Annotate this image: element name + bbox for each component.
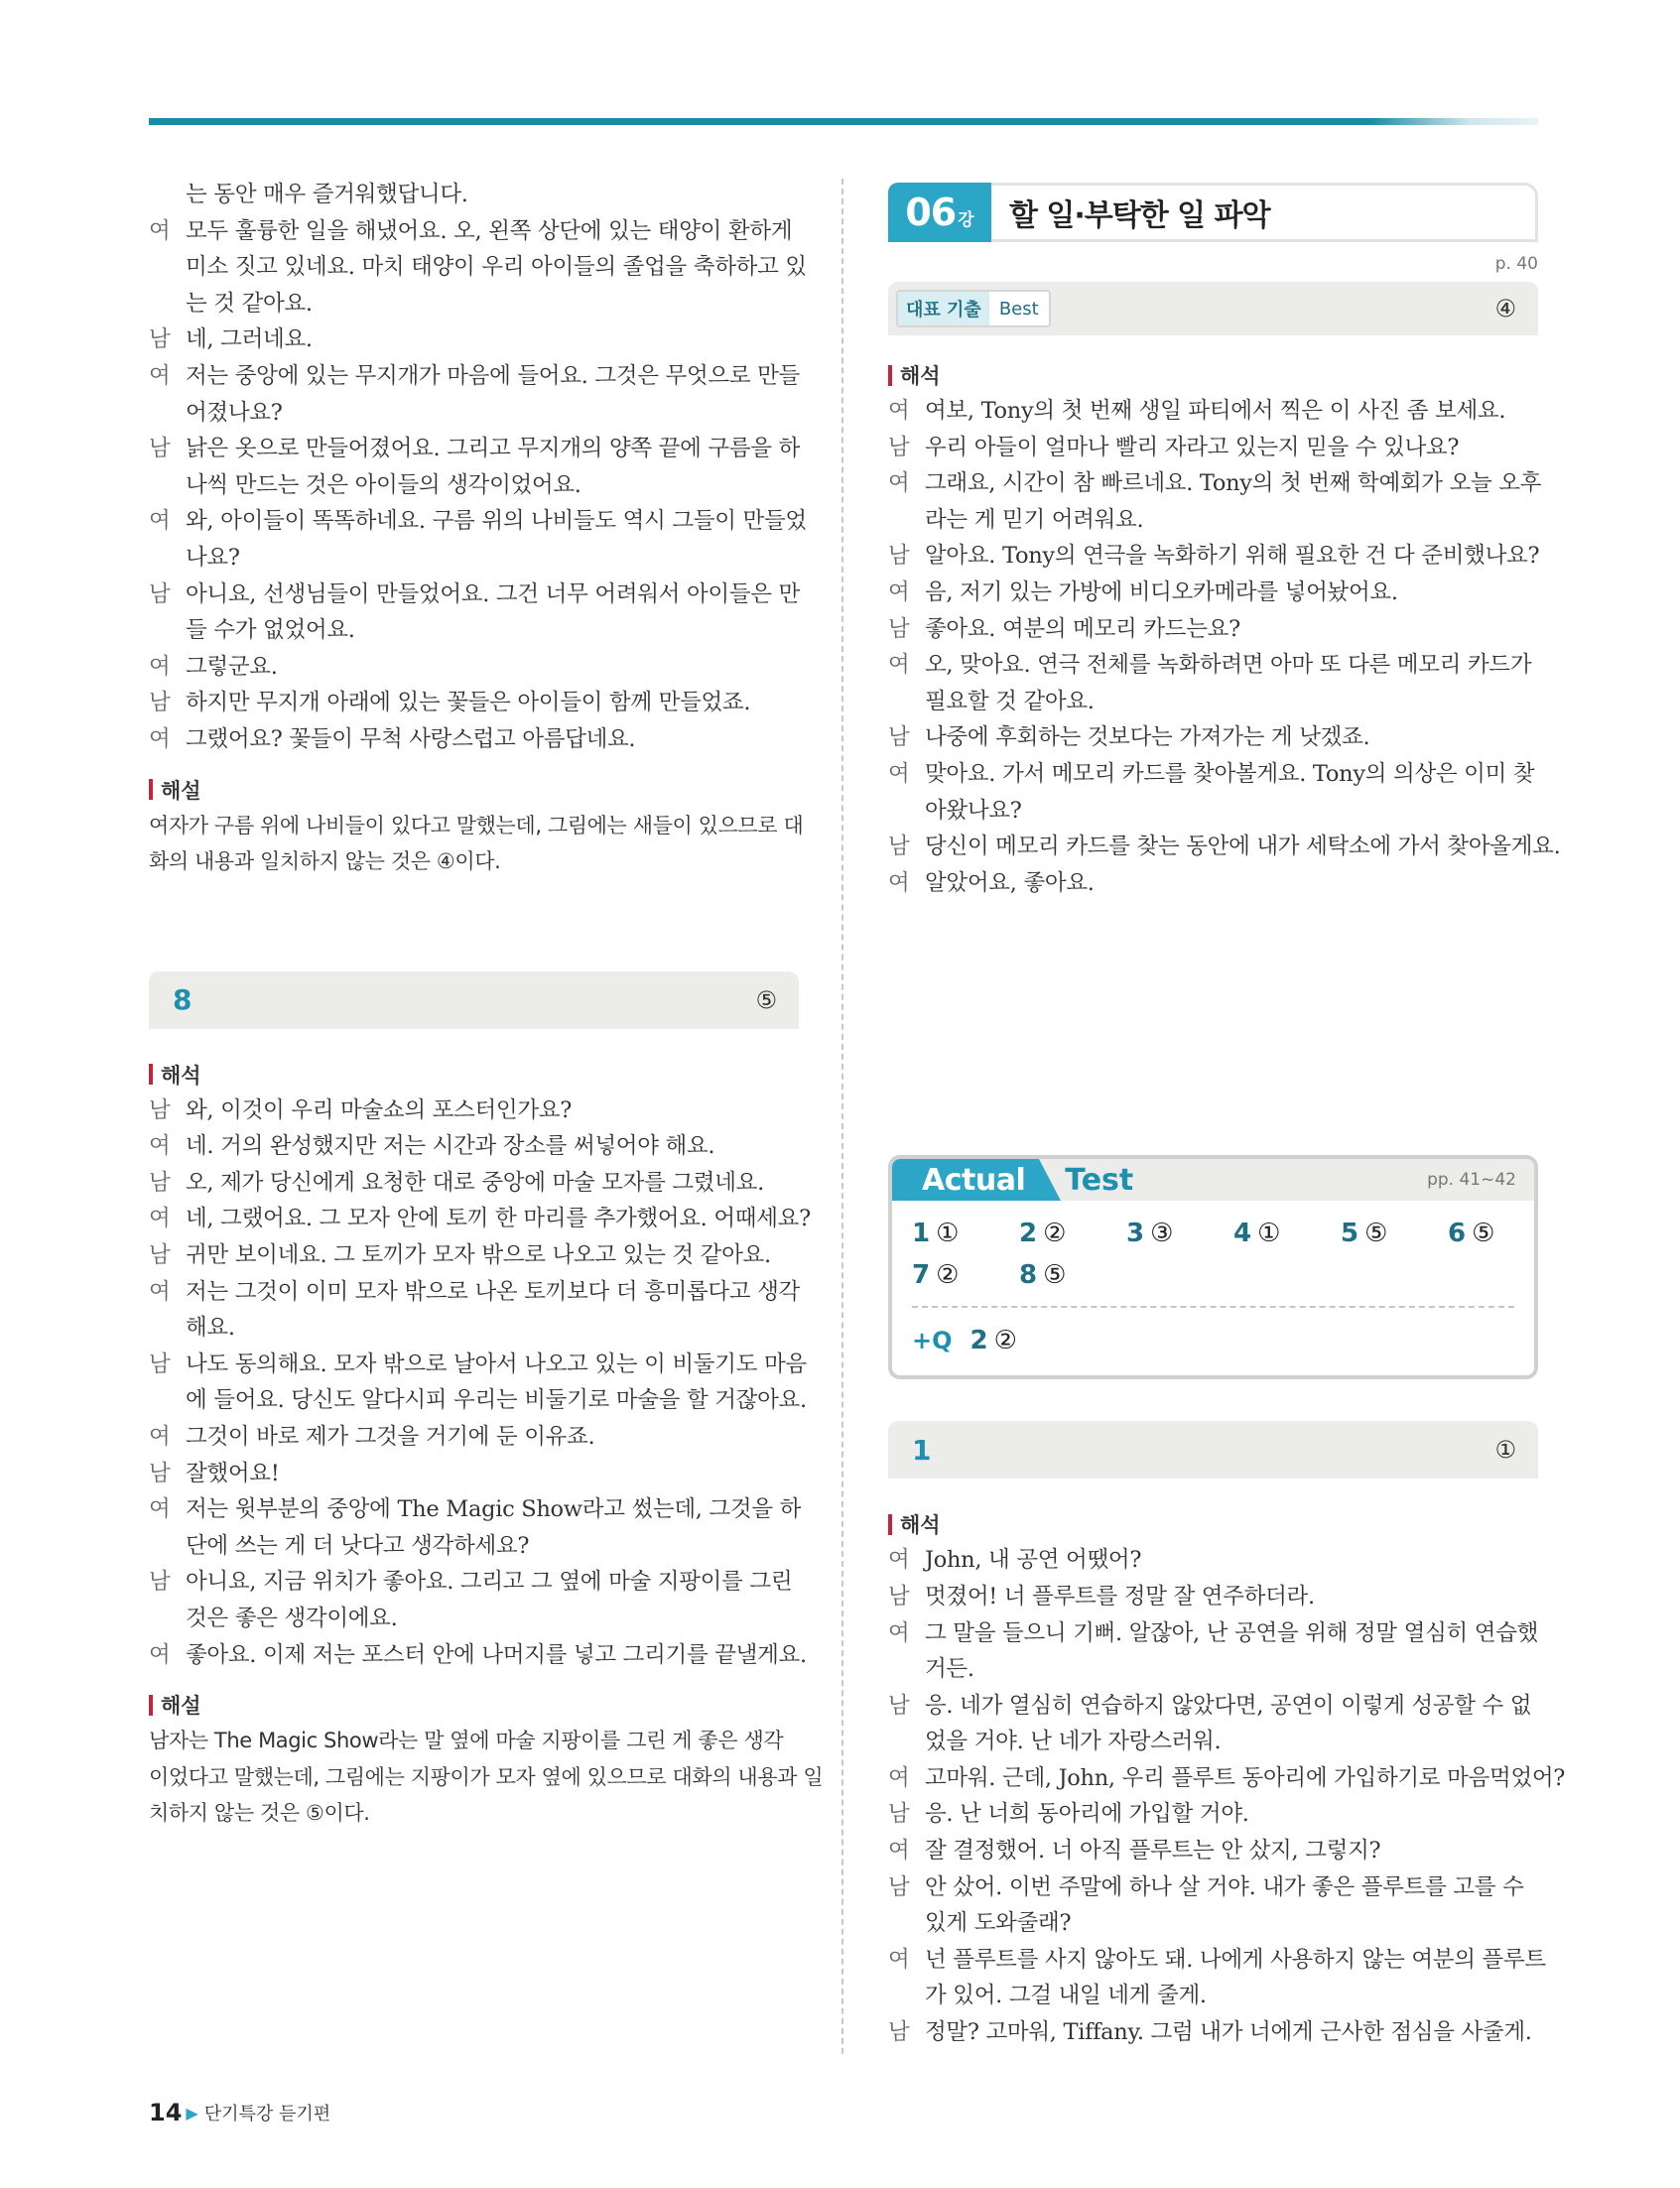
dialogue-line	[149, 577, 799, 613]
speaker-label: 남	[888, 1801, 910, 1828]
answer-item	[1233, 1215, 1341, 1252]
speaker-label	[149, 540, 186, 577]
dialogue-text: 거든.	[925, 1656, 974, 1683]
actual-label: Actual	[892, 1159, 1039, 1201]
dialogue-line	[149, 358, 799, 395]
dialogue-line	[149, 1128, 799, 1165]
dialogue-line	[149, 322, 799, 358]
representative-tag	[896, 290, 1051, 327]
dialogue-line	[888, 430, 1538, 466]
dialogue-line	[888, 1905, 1538, 1942]
dialogue-text: 그랬어요? 꽃들이 무척 사랑스럽고 아름답네요.	[186, 725, 636, 752]
answer-item	[912, 1215, 1019, 1252]
speaker-label	[888, 502, 925, 539]
dialogue-line	[149, 177, 799, 213]
speaker-label: 여	[888, 1764, 910, 1791]
dialogue-line	[149, 1564, 799, 1601]
dialogue-line	[149, 431, 799, 467]
dialogue-line	[888, 1833, 1538, 1869]
dialogue-line	[888, 2014, 1538, 2051]
speaker-label: 남	[149, 690, 171, 716]
dialogue-text: 모두 훌륭한 일을 해냈어요. 오, 왼쪽 상단에 있는 태양이 환하게	[186, 217, 793, 244]
dialogue-text: 맞아요. 가서 메모리 카드를 찾아볼게요. Tony의 의상은 이미 찾	[925, 760, 1535, 787]
dialogue-text: 응. 난 너희 동아리에 가입할 거야.	[925, 1801, 1249, 1828]
speaker-label: 여	[149, 217, 171, 244]
dialogue-line	[888, 1651, 1538, 1688]
explanation-1	[149, 772, 804, 880]
dialogue-text: 좋아요. 여분의 메모리 카드는요?	[925, 615, 1240, 642]
speaker-label: 여	[149, 653, 171, 680]
dialogue-line	[888, 465, 1542, 502]
dialogue-line	[888, 393, 1538, 430]
explanation-label: 해설	[149, 1687, 799, 1723]
right-column	[888, 177, 1566, 2051]
speaker-label: 남	[888, 434, 910, 460]
dialogue-line	[149, 1201, 811, 1237]
question-1-translation	[888, 1506, 1566, 2050]
dialogue	[888, 393, 1561, 901]
dialogue-line	[888, 538, 1538, 575]
translation-label: 해석	[149, 1057, 799, 1093]
explanation-2	[149, 1687, 824, 1832]
explanation-line: 화의 내용과 일치하지 않는 것은 ④이다.	[149, 849, 501, 874]
section-suffix: 강	[958, 209, 974, 230]
page-footer	[149, 2099, 330, 2126]
dialogue-line	[149, 1237, 799, 1274]
dialogue-line	[149, 1093, 799, 1129]
dialogue-text: 그렇군요.	[186, 653, 278, 680]
dialogue-text: 라는 게 믿기 어려워요.	[925, 506, 1144, 533]
dialogue-line	[888, 719, 1538, 756]
dialogue-line	[149, 1419, 799, 1456]
top-rule-accent	[1369, 118, 1538, 125]
dialogue-text: 아니요, 선생님들이 만들었어요. 그건 너무 어려워서 아이들은 만	[186, 580, 800, 607]
dialogue-text: 어졌나요?	[186, 399, 283, 426]
speaker-label: 여	[149, 1496, 171, 1523]
explanation-label: 해설	[149, 772, 799, 808]
dialogue-text: 멋졌어! 너 플루트를 정말 잘 연주하더라.	[925, 1583, 1315, 1609]
answer-choice: ①	[1257, 1219, 1281, 1249]
dialogue-text: 오, 맞아요. 연극 전체를 녹화하려면 아마 또 다른 메모리 카드가	[925, 652, 1532, 679]
question-8-header	[149, 971, 799, 1029]
dialogue-text: 저는 윗부분의 중앙에 The Magic Show라고 썼는데, 그것을 하	[186, 1496, 802, 1523]
answer-number: 2	[969, 1326, 988, 1356]
question-answer: ④	[1494, 295, 1516, 322]
dialogue-line	[888, 1942, 1546, 1979]
speaker-label	[149, 177, 186, 213]
speaker-label: 남	[888, 1692, 910, 1719]
speaker-label: 여	[888, 1838, 910, 1865]
speaker-label: 여	[888, 1946, 910, 1973]
tag-label: 대표 기출	[898, 292, 989, 325]
dialogue-text: 고마워. 근데, John, 우리 플루트 동아리에 가입하기로 마음먹었어?	[925, 1764, 1566, 1791]
translation-label: 해석	[888, 357, 1538, 393]
explanation-text	[149, 1723, 824, 1832]
speaker-label	[149, 1382, 186, 1419]
dialogue-text: 저는 그것이 이미 모자 밖으로 나온 토끼보다 더 흥미롭다고 생각	[186, 1278, 800, 1305]
dialogue-text: 알았어요, 좋아요.	[925, 869, 1095, 896]
test-label: Test	[1065, 1162, 1134, 1198]
dialogue-line	[149, 721, 799, 758]
answer-choice: ⑤	[1043, 1260, 1067, 1291]
dialogue-text: 네. 거의 완성했지만 저는 시간과 장소를 써넣어야 해요.	[186, 1133, 715, 1160]
speaker-label	[149, 286, 186, 322]
dialogue-line	[888, 793, 1538, 830]
dialogue-text: 응. 네가 열심히 연습하지 않았다면, 공연이 이렇게 성공할 수 없	[925, 1692, 1532, 1719]
dialogue-text: 와, 이것이 우리 마술쇼의 포스터인가요?	[186, 1096, 572, 1123]
tag-best: Best	[998, 298, 1039, 320]
dialogue-line	[149, 503, 807, 540]
left-column	[149, 177, 824, 1832]
section-title: 할 일·부탁한 일 파악	[1009, 198, 1270, 233]
answer-choice: ⑤	[1472, 1219, 1495, 1249]
answer-number: 5	[1341, 1219, 1359, 1249]
dialogue-line	[888, 1869, 1538, 1906]
answer-item	[1019, 1215, 1126, 1252]
footer-arrow-icon: ▶	[186, 2103, 198, 2123]
dialogue-text: 나요?	[186, 544, 240, 571]
speaker-label: 여	[149, 1641, 171, 1668]
speaker-label: 남	[888, 2019, 910, 2046]
dialogue-text: 그래요, 시간이 참 빠르네요. Tony의 첫 번째 학예회가 오늘 오후	[925, 470, 1542, 497]
dialogue-line	[149, 395, 799, 432]
dialogue-line	[149, 540, 799, 577]
speaker-label: 여	[888, 1547, 910, 1574]
speaker-label	[149, 395, 186, 432]
answer-item	[1126, 1215, 1233, 1252]
dialogue-text: 정말? 고마워, Tiffany. 그럼 내가 너에게 근사한 점심을 사줄게.	[925, 2019, 1532, 2046]
speaker-label: 여	[888, 470, 910, 497]
section-title-box	[991, 183, 1538, 242]
dialogue-line	[149, 1456, 799, 1492]
speaker-label: 남	[149, 326, 171, 353]
speaker-label: 여	[149, 508, 171, 535]
speaker-label	[149, 1528, 186, 1565]
dialogue-line	[149, 286, 799, 322]
dialogue-text: 그 말을 들으니 기뻐. 알잖아, 난 공연을 위해 정말 열심히 연습했	[925, 1619, 1539, 1646]
answer-divider	[912, 1306, 1514, 1308]
dialogue-text: 아니요, 지금 위치가 좋아요. 그리고 그 옆에 마술 지팡이를 그린	[186, 1569, 793, 1596]
dialogue-line	[149, 1382, 807, 1419]
speaker-label: 여	[149, 1206, 171, 1232]
translation-label: 해석	[888, 1506, 1538, 1542]
dialogue-text: 우리 아들이 얼마나 빨리 자라고 있는지 믿을 수 있나요?	[925, 434, 1460, 460]
speaker-label: 여	[888, 869, 910, 896]
question-number: 8	[173, 983, 193, 1017]
dialogue-line	[149, 467, 799, 504]
answer-choice: ②	[1043, 1219, 1067, 1249]
dialogue-line	[888, 865, 1538, 902]
dialogue-line	[888, 1579, 1538, 1615]
page-reference: p. 40	[1494, 254, 1538, 274]
dialogue-text: 었을 거야. 난 네가 자랑스러워.	[925, 1729, 1222, 1755]
actual-test-header	[892, 1159, 1534, 1201]
speaker-label: 남	[149, 1351, 171, 1377]
explanation-line: 치하지 않는 것은 ⑤이다.	[149, 1801, 370, 1826]
dialogue-line	[888, 611, 1538, 648]
speaker-label	[149, 612, 186, 649]
speaker-label: 여	[149, 1133, 171, 1160]
dialogue-line	[888, 1542, 1538, 1579]
question-1-header	[888, 1421, 1538, 1479]
dialogue-line	[149, 1601, 799, 1637]
speaker-label	[888, 793, 925, 830]
dialogue-line	[149, 1347, 807, 1383]
speaker-label: 남	[888, 724, 910, 751]
question-8-translation	[149, 1057, 811, 1674]
dialogue-text: 귀만 보이네요. 그 토끼가 모자 밖으로 나오고 있는 것 같아요.	[186, 1242, 771, 1269]
representative-translation	[888, 357, 1561, 901]
speaker-label	[888, 1724, 925, 1760]
answer-item	[912, 1256, 1019, 1294]
dialogue-text: 미소 짓고 있네요. 마치 태양이 우리 아이들의 졸업을 축하하고 있	[186, 254, 807, 281]
dialogue-text: 있게 도와줄래?	[925, 1910, 1072, 1937]
dialogue-text: 네, 그러네요.	[186, 326, 313, 353]
actual-test-pages: pp. 41~42	[1427, 1170, 1516, 1191]
speaker-label: 남	[149, 580, 171, 607]
speaker-label: 여	[149, 725, 171, 752]
actual-test-box	[888, 1155, 1538, 1379]
speaker-label: 남	[888, 1583, 910, 1609]
dialogue-text: John, 내 공연 어땠어?	[925, 1547, 1142, 1574]
speaker-label: 여	[888, 1619, 910, 1646]
dialogue-text: 네, 그랬어요. 그 모자 안에 토끼 한 마리를 추가했어요. 어때세요?	[186, 1206, 811, 1232]
section-number: 06	[905, 191, 957, 234]
speaker-label: 남	[149, 1569, 171, 1596]
dialogue-line	[149, 1491, 802, 1528]
dialogue-text: 필요할 것 같아요.	[925, 688, 1095, 714]
speaker-label: 남	[149, 1096, 171, 1123]
dialogue-line	[888, 1688, 1538, 1725]
dialogue	[888, 1542, 1566, 2050]
dialogue-text: 단에 쓰는 게 더 낫다고 생각하세요?	[186, 1532, 530, 1559]
speaker-label: 여	[149, 362, 171, 389]
dialogue-text: 넌 플루트를 사지 않아도 돼. 나에게 사용하지 않는 여분의 플루트	[925, 1946, 1546, 1973]
logo-wedge	[1039, 1159, 1061, 1201]
dialogue-continuation	[149, 177, 807, 758]
speaker-label: 여	[149, 1424, 171, 1451]
dialogue-line	[888, 756, 1538, 793]
dialogue-text: 잘 결정했어. 너 아직 플루트는 안 샀지, 그렇지?	[925, 1838, 1381, 1865]
speaker-label: 여	[888, 652, 910, 679]
speaker-label: 여	[888, 398, 910, 424]
answer-choice: ②	[993, 1326, 1017, 1356]
column-divider	[841, 179, 843, 2054]
question-answer: ⑤	[755, 985, 777, 1014]
speaker-label: 남	[888, 834, 910, 860]
actual-test-answers	[892, 1201, 1534, 1375]
speaker-label: 여	[149, 1278, 171, 1305]
dialogue-text: 그것이 바로 제가 그것을 거기에 둔 이유죠.	[186, 1424, 595, 1451]
top-rule	[149, 118, 1538, 125]
explanation-line: 이었다고 말했는데, 그림에는 지팡이가 모자 옆에 있으므로 대화의 내용과 일	[149, 1764, 824, 1789]
dialogue-line	[888, 1724, 1538, 1760]
dialogue-text: 낡은 옷으로 만들어졌어요. 그리고 무지개의 양쪽 끝에 구름을 하	[186, 436, 800, 462]
explanation-line: 남자는 The Magic Show라는 말 옆에 마술 지팡이를 그린 게 좋은 생각	[149, 1729, 784, 1753]
page-number: 14	[149, 2099, 183, 2126]
plus-q-answer	[970, 1322, 1017, 1359]
speaker-label: 남	[149, 1242, 171, 1269]
representative-question-header	[888, 282, 1538, 335]
dialogue-line	[149, 685, 799, 721]
answer-item	[1448, 1215, 1538, 1252]
speaker-label: 남	[149, 436, 171, 462]
dialogue-line	[149, 649, 799, 686]
answer-item	[1341, 1215, 1448, 1252]
speaker-label	[888, 684, 925, 720]
dialogue-text: 안 샀어. 이번 주말에 하나 살 거야. 내가 좋은 플루트를 고를 수	[925, 1873, 1524, 1900]
dialogue-line	[888, 647, 1538, 684]
dialogue-text: 잘했어요!	[186, 1460, 280, 1486]
dialogue-line	[149, 213, 799, 250]
answer-number: 7	[912, 1260, 931, 1291]
dialogue-text: 는 동안 매우 즐거워했답니다.	[186, 182, 468, 207]
dialogue-line	[888, 1978, 1538, 2014]
dialogue-text: 알아요. Tony의 연극을 녹화하기 위해 필요한 건 다 준비했나요?	[925, 543, 1540, 570]
speaker-label: 여	[888, 579, 910, 605]
speaker-label	[888, 1905, 925, 1942]
dialogue-line	[888, 684, 1538, 720]
speaker-label: 남	[888, 615, 910, 642]
answer-grid	[912, 1215, 1514, 1294]
speaker-label: 남	[888, 543, 910, 570]
dialogue-text: 오, 제가 당신에게 요청한 대로 중앙에 마술 모자를 그렸네요.	[186, 1169, 764, 1196]
dialogue-text: 에 들어요. 당신도 알다시피 우리는 비둘기로 마술을 할 거잖아요.	[186, 1387, 807, 1414]
dialogue-line	[888, 1796, 1538, 1833]
dialogue-text: 와, 아이들이 똑똑하네요. 구름 위의 나비들도 역시 그들이 만들었	[186, 508, 807, 535]
dialogue	[149, 1093, 811, 1674]
actual-test-logo	[892, 1159, 1133, 1201]
dialogue-text: 들 수가 없었어요.	[186, 617, 355, 644]
dialogue-text: 하지만 무지개 아래에 있는 꽃들은 아이들이 함께 만들었죠.	[186, 690, 751, 716]
dialogue-text: 나씩 만드는 것은 아이들의 생각이었어요.	[186, 471, 582, 498]
answer-choice: ②	[936, 1260, 960, 1291]
dialogue-line	[888, 829, 1561, 865]
dialogue-text: 저는 중앙에 있는 무지개가 마음에 들어요. 그것은 무엇으로 만들	[186, 362, 800, 389]
dialogue-text: 여보, Tony의 첫 번째 생일 파티에서 찍은 이 사진 좀 보세요.	[925, 398, 1506, 424]
speaker-label	[149, 467, 186, 504]
dialogue-line	[149, 1165, 799, 1202]
dialogue-text: 좋아요. 이제 저는 포스터 안에 나머지를 넣고 그리기를 끝낼게요.	[186, 1641, 807, 1668]
answer-choice: ⑤	[1364, 1219, 1388, 1249]
dialogue-line	[888, 502, 1538, 539]
dialogue-text: 아왔나요?	[925, 797, 1022, 824]
plus-q-icon: +Q	[912, 1327, 953, 1355]
explanation-text	[149, 808, 804, 880]
section-badge	[888, 183, 991, 242]
question-answer: ①	[1494, 1436, 1516, 1465]
speaker-label	[149, 1601, 186, 1637]
dialogue-text: 당신이 메모리 카드를 찾는 동안에 내가 세탁소에 가서 찾아올게요.	[925, 834, 1561, 860]
plus-q-row	[912, 1322, 1514, 1359]
book-title: 단기특강 듣기편	[203, 2104, 331, 2124]
answer-choice: ③	[1150, 1219, 1174, 1249]
dialogue-text: 것은 좋은 생각이에요.	[186, 1606, 398, 1631]
speaker-label	[149, 249, 186, 286]
dialogue-line	[888, 1615, 1538, 1652]
speaker-label	[149, 1310, 186, 1347]
dialogue-line	[149, 1637, 807, 1674]
dialogue-line	[888, 575, 1538, 611]
answer-number: 2	[1019, 1219, 1038, 1249]
dialogue-line	[149, 249, 807, 286]
speaker-label: 남	[888, 1873, 910, 1900]
section-header	[888, 177, 1538, 246]
answer-number: 3	[1126, 1219, 1145, 1249]
answer-item	[1019, 1256, 1126, 1294]
dialogue-text: 는 것 같아요.	[186, 290, 313, 317]
speaker-label: 여	[888, 760, 910, 787]
dialogue-line	[149, 1274, 799, 1311]
dialogue-line	[149, 612, 799, 649]
answer-number: 4	[1233, 1219, 1252, 1249]
answer-number: 6	[1448, 1219, 1467, 1249]
explanation-line: 여자가 구름 위에 나비들이 있다고 말했는데, 그림에는 새들이 있으므로 대	[149, 813, 804, 837]
dialogue-line	[149, 1528, 799, 1565]
answer-choice: ①	[936, 1219, 960, 1249]
dialogue-text: 가 있어. 그걸 내일 네게 줄게.	[925, 1983, 1207, 2009]
speaker-label	[888, 1978, 925, 2014]
dialogue-text: 음, 저기 있는 가방에 비디오카메라를 넣어놨어요.	[925, 579, 1398, 605]
dialogue-line	[888, 1760, 1566, 1797]
question-number: 1	[912, 1433, 932, 1467]
speaker-label: 남	[149, 1460, 171, 1486]
speaker-label: 남	[149, 1169, 171, 1196]
dialogue-text: 나도 동의해요. 모자 밖으로 날아서 나오고 있는 이 비둘기도 마음	[186, 1351, 807, 1377]
dialogue-line	[149, 1310, 799, 1347]
dialogue-text: 해요.	[186, 1315, 235, 1342]
dialogue-text: 나중에 후회하는 것보다는 가져가는 게 낫겠죠.	[925, 724, 1370, 751]
answer-number: 8	[1019, 1260, 1038, 1291]
speaker-label	[888, 1651, 925, 1688]
answer-number: 1	[912, 1219, 931, 1249]
